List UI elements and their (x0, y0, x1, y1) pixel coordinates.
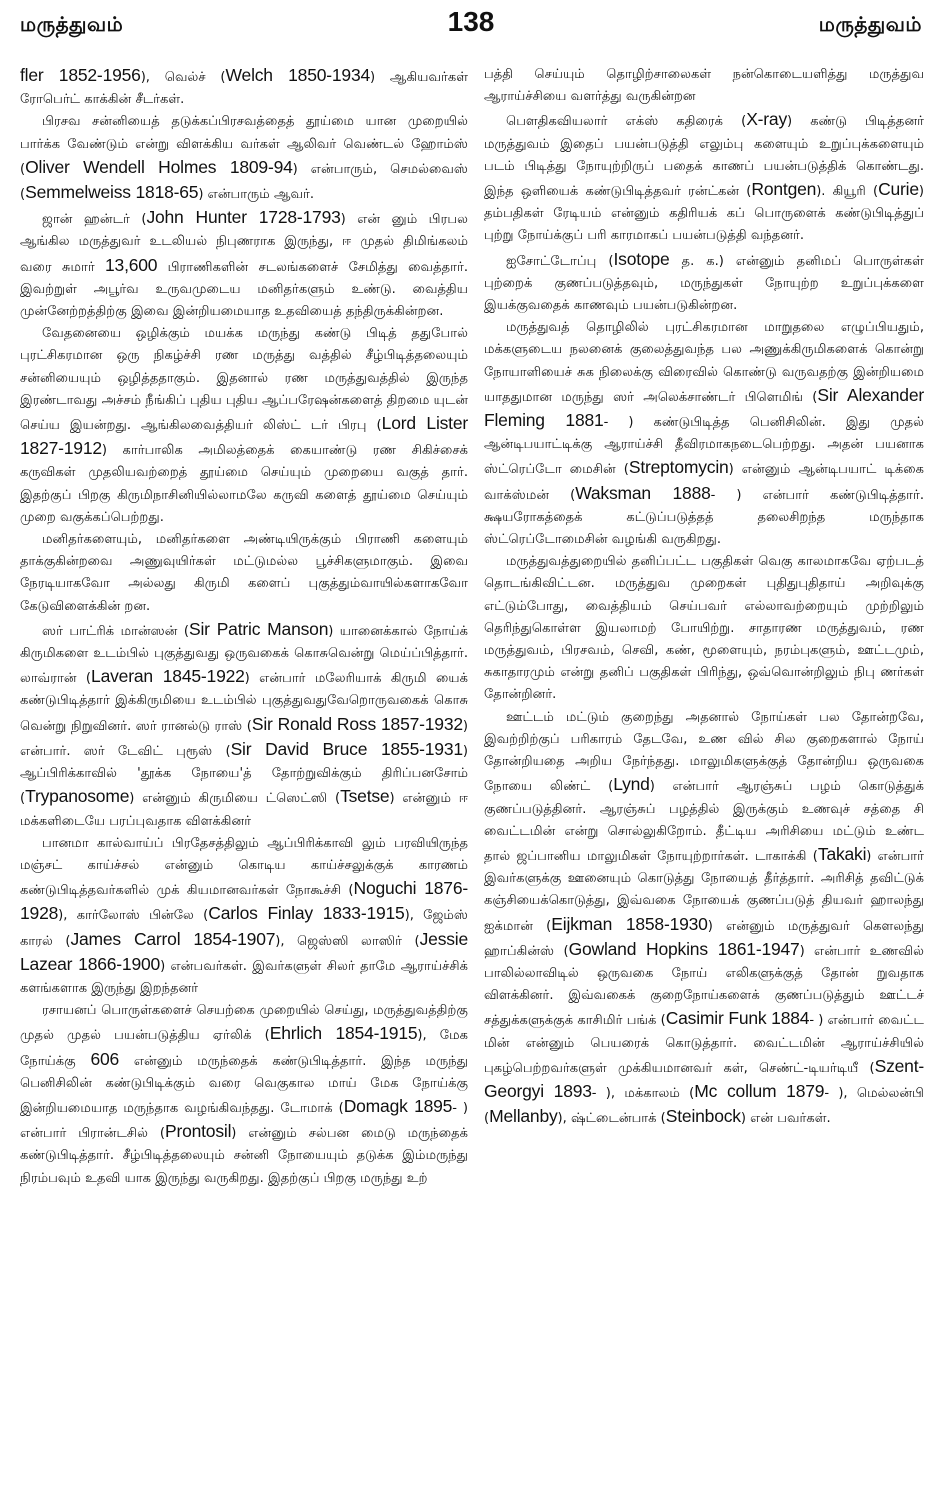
latin-text-run: Domagk 1895 (343, 1095, 453, 1116)
latin-text-run: 606 (90, 1048, 120, 1069)
latin-text-run: Steinbock (665, 1106, 741, 1127)
latin-text-run: Sir Ronald Ross 1857-1932 (251, 713, 463, 734)
latin-text-run: Welch 1850-1934 (225, 65, 371, 85)
latin-text-run: Rontgen (751, 179, 817, 200)
paragraph: ஸர் பாட்ரிக் மான்ஸன் (Sir Patric Manson) யானைக்கால் நோய்க் கிருமிகளை உடம்பில் புகுத்துவது ஒருவகைக் கொசுவென்று மெய்ப்பித்தார். லாவ்ரான் (Laveran 1845-1922) என்பார் மலேரியாக் கிருமி யைக் கண்டுபிடித்தார் இக்கிருமியை உடம்பில் புகுத்துவதுவேறொருவகைக் கொசு வென்று நிறுவினர். ஸர் ரானல்டு ராஸ் (Sir Ronald Ross 1857-1932) என்பார். ஸர் டேவிட் புரூஸ் (Sir David Bruce 1855-1931) ஆப்பிரிக்காவில் 'தூக்க நோயை'த் தோற்றுவிக்கும் திரிப்பனசோம் (Trypanosome) என்னும் கிருமியை ட்ஸெட்ஸி (Tsetse) என்னும் ஈ மக்களிடையே பரப்புவதாக விளக்கினர் (20, 618, 468, 829)
latin-text-run: Semmelweiss 1818-65 (25, 182, 199, 203)
latin-text-run: Noguchi 1876-1928 (20, 878, 468, 924)
latin-text-run: Szent-Georgyi 1893 (484, 1055, 924, 1101)
paragraph: ரசாயனப் பொருள்களைச் செயற்கை முறையில் செய்து, மருத்துவத்திற்கு முதல் முதல் பயன்படுத்திய ஏர்லிக் (Ehrlich 1854-1915), மேக நோய்க்கு 606 என்னும் மருந்தைக் கண்டுபிடித்தார். இந்த மருந்து பெனிசிலின் கண்டுபிடிக்கும் வரை வெகுகால மாய் மேக நோய்க்கு இன்றியமையாத மருந்தாக வழங்கிவந்தது. டோமாக் (Domagk 1895- ) என்பார் பிரான்டசில் (Prontosil) என்னும் சல்பன மைடு மருந்தைக் கண்டுபிடித்தார். சீழ்பிடித்தலையும் சன்னி நோயையும் தடுக்க இம்மருந்து நிரம்பவும் உதவி யாக இருந்து வருகிறது. இதற்குப் பிறகு மருந்து உற் (20, 1003, 468, 1186)
paragraph: ஜான் ஹன்டர் (John Hunter 1728-1793) என் னும் பிரபல ஆங்கில மருத்துவர் உடலியல் நிபுணராக இருந்து, ஈ முதல் திமிங்கலம் வரை சுமார் 13,600 பிராணிகளின் சடலங்களைச் சேமித்து வைத்தார். இவற்றுள் அபூர்வ உருவமுடைய மனிதர்களும் உண்டு. வைத்திய முன்னேற்றத்திற்கு இவை இன்றியமையாத உதவியைத் தந்திருக்கின்றன. (20, 207, 468, 320)
paragraph: மருத்துவத் தொழிலில் புரட்சிகரமான மாறுதலை எழுப்பியதும், மக்களுடைய நலனைக் குலைத்துவந்த பல அணுக்கிருமிகளைக் கொன்று நோயாளியைச் சுக நிலைக்கு விரைவில் கொண்டு வருவதற்கு இன்றியமை யாததுமான மருந்து ஸர் அலெக்சாண்டர் பிளெமிங் (Sir Alexander Fleming 1881- ) கண்டுபிடித்த பெனிசிலின். இது முதல் ஆன்டிபயாட்டிக்கு ஆராய்ச்சி தீவிரமாகநடைபெற்றது. அதன் பயனாக ஸ்ட்ரெப்டோ மைசின் (Streptomycin) என்னும் ஆன்டிபயாட் டிக்கை வாக்ஸ்மன் (Waksman 1888- ) என்பார் கண்டுபிடித்தார். க்ஷயரோகத்தைக் கட்டுப்படுத்தத் தலைசிறந்த மருந்தாக ஸ்ட்ரெப்டோமைசின் வழங்கி வருகிறது. (484, 320, 924, 548)
latin-text-run: fler 1852-1956 (20, 65, 141, 85)
latin-text-run: Lynd (613, 774, 650, 795)
running-header (20, 6, 922, 46)
paragraph: மனிதர்களையும், மனிதர்களை அண்டியிருக்கும் பிராணி களையும் தாக்குகின்றவை அணுவுயிர்கள் மட்டுமல்ல பூச்சிகளுமாகும். இவை நேரடியாகவோ அல்லது கிருமி களைப் புகுத்தும்வாயில்களாகவோ கேடுவிளைக்கின் றன. (20, 532, 468, 614)
latin-text-run: James Carrol 1854-1907 (70, 928, 276, 949)
latin-text-run: Gowland Hopkins 1861-1947 (568, 938, 800, 959)
latin-text-run: Waksman 1888 (575, 482, 711, 503)
page-number: 138 (447, 6, 495, 37)
paragraph: பத்தி செய்யும் தொழிற்சாலைகள் நன்கொடையளித்து மருத்துவ ஆராய்ச்சியை வளர்த்து வருகின்றன (484, 67, 924, 105)
paragraph: பானமா கால்வாய்ப் பிரதேசத்திலும் ஆப்பிரிக்காவி லும் பரவியிருந்த மஞ்சட் காய்ச்சல் என்னும் கொடிய காய்ச்சலுக்குக் காரணம் கண்டுபிடித்தவர்களில் முக் கியமானவர்கள் நோகூச்சி (Noguchi 1876-1928), கார்லோஸ் பின்லே (Carlos Finlay 1833-1915), ஜேம்ஸ் காரல் (James Carrol 1854-1907), ஜெஸ்ஸி லாஸிர் (Jessie Lazear 1866-1900) என்பவர்கள். இவர்களுள் சிலர் தாமே ஆராய்ச்சிக் களங்களாக இருந்து இறந்தனர் (20, 835, 468, 996)
latin-text-run: Prontosil (164, 1121, 232, 1142)
header-left-title: மருத்துவம் (20, 12, 124, 36)
left-column (20, 64, 468, 1424)
latin-text-run: Sir Patric Manson (188, 618, 329, 639)
latin-text-run: Mc collum 1879 (694, 1080, 825, 1101)
latin-text-run: Streptomycin (628, 457, 729, 478)
header-right-title: மருத்துவம் (818, 12, 922, 36)
latin-text-run: Ehrlich 1854-1915 (269, 1023, 418, 1044)
latin-text-run: Jessie Lazear 1866-1900 (20, 928, 468, 974)
latin-text-run: John Hunter 1728-1793 (146, 207, 341, 228)
right-column (484, 64, 924, 1424)
paragraph: ஐசோட்டோப்பு (Isotope த. க.) என்னும் தனிமப் பொருள்கள் புற்றைக் குணப்படுத்தவும், மருந்துகள் நோயுற்ற உறுப்புக்களை இயக்குவதைக் காணவும் பயன்படுகின்றன. (484, 248, 924, 314)
latin-text-run: Takaki (817, 843, 867, 864)
paragraph: மருத்துவத்துறையில் தனிப்பட்ட பகுதிகள் வெகு காலமாகவே ஏற்படத் தொடங்கிவிட்டன. மருத்துவ முறைகள் புதிதுபுதிதாய் அறிவுக்கு எட்டும்போது, வைத்தியம் செய்பவர் எல்லாவற்றையும் முற்றிலும் தெரிந்துகொள்ள இயலாமற் போயிற்று. சாதாரண மருத்துவம், ரண மருத்துவம், பிரசவம், செவி, கண், மூளையும், நரம்புகளும், ஊட்டமும், சுகாதாரமும் என்று தனிப் பகுதிகள் பிரிந்து, ஒவ்வொன்றிலும் நிபு ணர்கள் தோன்றினர். (484, 554, 924, 703)
latin-text-run: Carlos Finlay 1833-1915 (208, 903, 405, 924)
latin-text-run: Curie (878, 179, 919, 200)
latin-text-run: Sir Alexander Fleming 1881 (484, 384, 924, 431)
paragraph: பௌதிகவியலார் எக்ஸ் கதிரைக் (X-ray) கண்டு பிடித்தனர் மருத்துவம் இதைப் பயன்படுத்தி எலும்பு களையும் உறுப்புக்களையும் படம் பிடித்து நோயுற்றிருப் பதைக் காணப் பயன்படுத்திக் கொண்டது. இந்த ஒளியைக் கண்டுபிடித்தவர் ரன்ட்கன் (Rontgen). கியூரி (Curie) தம்பதிகள் ரேடியம் என்னும் கதிரியக் கப் பொருளைக் கண்டுபிடித்துப் புற்று நோய்க்குப் பரி காரமாகப் பயன்படுத்தி வந்தனர். (484, 109, 924, 244)
latin-text-run: Laveran 1845-1922 (91, 666, 245, 687)
latin-text-run: Eijkman 1858-1930 (551, 913, 708, 934)
latin-text-run: Sir David Bruce 1855-1931 (230, 738, 463, 759)
latin-text-run: Mellanby (489, 1106, 558, 1127)
paragraph: வேதனையை ஒழிக்கும் மயக்க மருந்து கண்டு பிடித் ததுபோல் புரட்சிகரமான ஒரு நிகழ்ச்சி ரண மருத்து வத்தில் சீழ்பிடித்தலையும் சன்னியையும் ஒழித்ததாகும். இதனால் ரண மருத்துவத்தில் இருந்த இரண்டாவது அச்சம் நீங்கிப் புதிய புதிய ஆப்பரேஷன்களைத் திறமை யுடன் செய்ய இயன்றது. ஆங்கிலவைத்தியர் லிஸ்ட் டர் பிரபு (Lord Lister 1827-1912) கார்பாலிக அமிலத்தைக் கையாண்டு ரண சிகிச்சைக் கருவிகள் முதலியவற்றைத் தூய்மை செய்யும் முறையை வகுத் தார். இதற்குப் பிறகு கிருமிநாசினியில்லாமலே கருவி களைத் தூய்மை செய்யும் முறை வகுக்கப்பெற்றது. (20, 326, 468, 525)
latin-text-run: X-ray (746, 109, 788, 130)
latin-text-run: Trypanosome (25, 786, 130, 807)
latin-text-run: Oliver Wendell Holmes 1809-94 (25, 156, 293, 177)
paragraph: பிரசவ சன்னியைத் தடுக்கப்பிரசவத்தைத் தூய்மை யான முறையில் பார்க்க வேண்டும் என்று விளக்கிய வர்கள் ஆலிவர் வெண்டல் ஹோம்ஸ் (Oliver Wendell Holmes 1809-94) என்பாரும், செமல்வைஸ் (Semmelweiss 1818-65) என்பாரும் ஆவர். (20, 114, 468, 203)
latin-text-run: Tsetse (340, 786, 390, 807)
latin-text-run: Isotope (613, 248, 670, 269)
paragraph: ஊட்டம் மட்டும் குறைந்து அதனால் நோய்கள் பல தோன்றவே, இவற்றிற்குப் பரிகாரம் தேடவே, உண வில் சில குறைகளால் நோய் தோன்றியதை அறிய நேர்ந்தது. மாலுமிகளுக்குத் தோன்றிய ஒருவகை நோயை லிண்ட் (Lynd) என்பார் ஆரஞ்சுப் பழம் கொடுத்துக் குணப்படுத்தினர். ஆரஞ்சுப் பழத்தில் இருக்கும் உணவுச் சத்தை சி வைட்டமின் என்று சொல்லுகிறோம். தீட்டிய அரிசியை மட்டும் உண்ட தால் ஜப்பானிய மாலுமிகள் நோயுற்றார்கள். டாகாக்கி (Takaki) என்பார் இவர்களுக்கு ஊனையும் கொடுத்து நோயைத் தீர்த்தார். அரிசித் தவிட்டுக் கஞ்சியைக்கொடுத்து, இவ்வகை நோயைக் குணப்படுத் தியவர் ஹாலந்து ஐக்மான் (Eijkman 1858-1930) என்னும் மருத்துவர் கௌலந்து ஹாப்கின்ஸ் (Gowland Hopkins 1861-1947) என்பார் உணவில் பாலில்லாவிடில் ஒருவகை நோய் எலிகளுக்குத் தோன் றுவதாக விளக்கினர். இவ்வகைக் குறைநோய்களைக் குணப்படுத்தும் ஊட்டச் சத்துக்களுக்குக் காசிமிர் பங்க் (Casimir Funk 1884- ) என்பார் வைட்ட மின் என்னும் பெயரைக் கொடுத்தார். வைட்டமின் ஆராய்ச்சியில் புகழ்பெற்றவர்களுள் முக்கியமானவர் கள், செண்ட்-டியர்டியீ (Szent-Georgyi 1893- ), மக்காலம் (Mc collum 1879- ), மெல்லன்பி (Mellanby), ஷ்ட்டைன்பாக் (Steinbock) என் பவர்கள். (484, 709, 924, 1127)
latin-text-run: Casimir Funk 1884 (665, 1008, 810, 1029)
paragraph: fler 1852-1956), வெல்ச் (Welch 1850-1934) ஆகியவர்கள் ரோபெர்ட் காக்கின் சீடர்கள். (20, 65, 468, 108)
latin-text-run: 13,600 (105, 254, 158, 275)
latin-text-run: Lord Lister 1827-1912 (20, 413, 468, 459)
